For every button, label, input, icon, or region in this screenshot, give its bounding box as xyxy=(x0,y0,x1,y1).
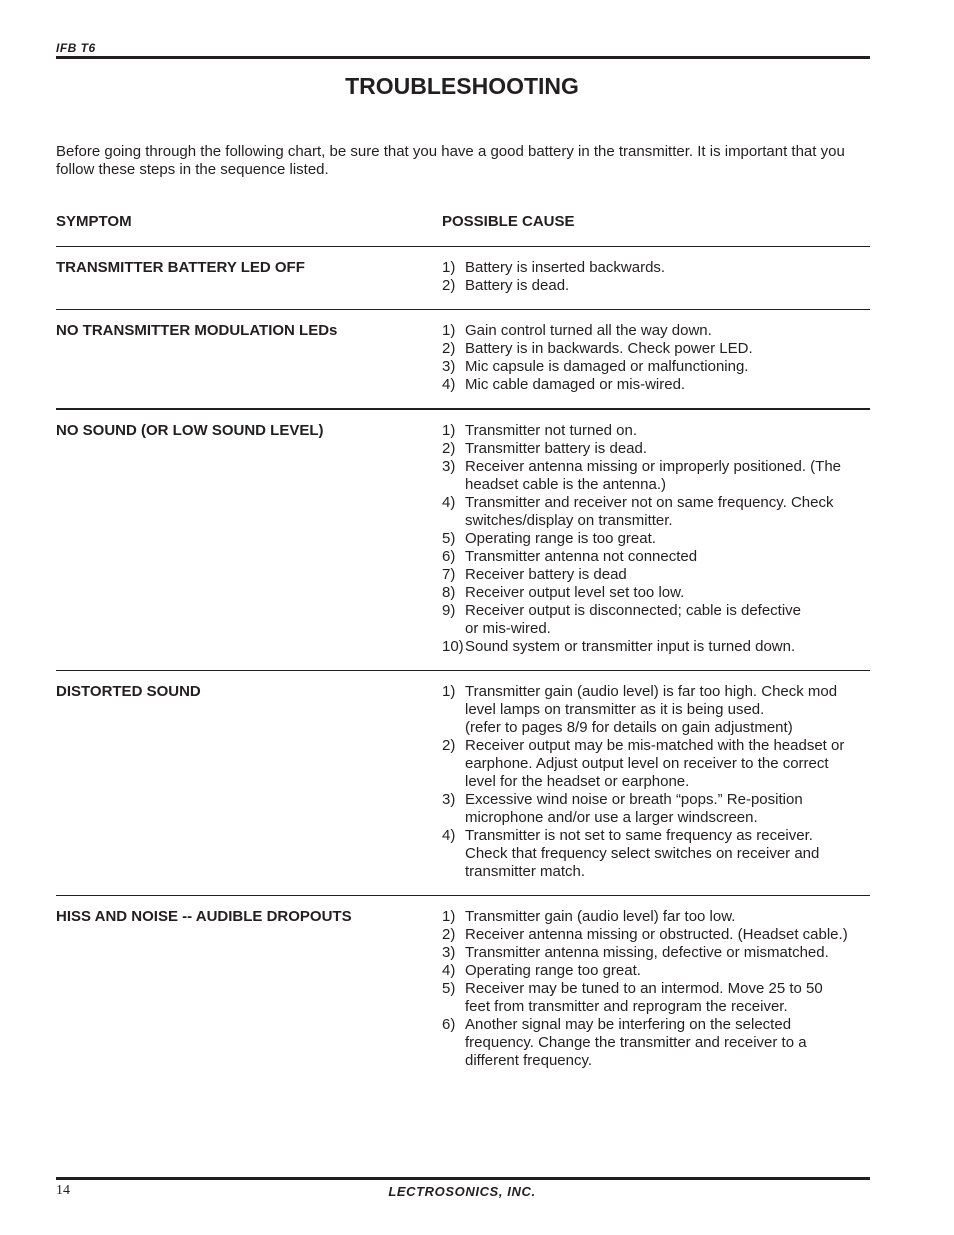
cause-item xyxy=(442,926,870,944)
cause-number: 1) xyxy=(442,422,456,439)
cause-text: Another signal may be interfering on the selected frequency. Change the transmitter and receiver to a different frequency. xyxy=(465,1016,807,1069)
cause-item xyxy=(442,791,870,827)
cause-number: 8) xyxy=(442,584,456,601)
cause-number: 2) xyxy=(442,737,456,754)
cause-text: Transmitter battery is dead. xyxy=(465,440,648,457)
cause-number: 4) xyxy=(442,376,456,393)
cause-item xyxy=(442,277,870,295)
cause-item xyxy=(442,602,870,638)
cause-item xyxy=(442,1016,870,1070)
cause-number: 1) xyxy=(442,908,456,925)
cause-list xyxy=(442,322,870,394)
cause-text: Excessive wind noise or breath “pops.” Re-position microphone and/or use a larger windscreen. xyxy=(465,791,803,826)
cause-text: Battery is dead. xyxy=(465,277,570,294)
cause-number: 2) xyxy=(442,926,456,943)
cause-number: 6) xyxy=(442,1016,456,1033)
intro-paragraph: Before going through the following chart, be sure that you have a good battery in the transmitter. It is important that you follow these steps in the sequence listed. xyxy=(56,143,845,178)
cause-number: 5) xyxy=(442,530,456,547)
symptom-column-heading: SYMPTOM xyxy=(56,213,132,230)
cause-number: 6) xyxy=(442,548,456,565)
cause-number: 4) xyxy=(442,827,456,844)
cause-text: Transmitter gain (audio level) far too low. xyxy=(465,908,736,925)
cause-item xyxy=(442,638,870,656)
cause-text: Mic capsule is damaged or malfunctioning. xyxy=(465,358,749,375)
cause-text: Receiver may be tuned to an intermod. Move 25 to 50 feet from transmitter and reprogram the receiver. xyxy=(465,980,823,1015)
cause-number: 3) xyxy=(442,358,456,375)
cause-number: 7) xyxy=(442,566,456,583)
cause-text: Operating range is too great. xyxy=(465,530,656,547)
cause-item xyxy=(442,548,870,566)
cause-number: 1) xyxy=(442,259,456,276)
cause-number: 4) xyxy=(442,494,456,511)
cause-number: 1) xyxy=(442,683,456,700)
cause-item xyxy=(442,944,870,962)
table-row xyxy=(56,246,870,309)
cause-item xyxy=(442,494,870,530)
document-header-label: IFB T6 xyxy=(56,41,96,55)
cause-item xyxy=(442,322,870,340)
cause-list xyxy=(442,908,870,1070)
cause-list xyxy=(442,683,870,881)
cause-item xyxy=(442,458,870,494)
page-number: 14 xyxy=(56,1183,70,1198)
cause-text: Gain control turned all the way down. xyxy=(465,322,712,339)
troubleshooting-table xyxy=(56,246,870,1084)
footer-company-name: LECTROSONICS, INC. xyxy=(388,1184,536,1199)
cause-number: 9) xyxy=(442,602,456,619)
cause-item xyxy=(442,422,870,440)
cause-number: 5) xyxy=(442,980,456,997)
cause-item xyxy=(442,980,870,1016)
cause-number: 2) xyxy=(442,340,456,357)
cause-text: Mic cable damaged or mis-wired. xyxy=(465,376,686,393)
cause-text: Transmitter is not set to same frequency as receiver. Check that frequency select switches on receiver and transmitter match. xyxy=(465,827,820,880)
cause-text: Transmitter and receiver not on same frequency. Check switches/display on transmitter. xyxy=(465,494,834,529)
cause-text: Transmitter antenna missing, defective or mismatched. xyxy=(465,944,829,961)
cause-item xyxy=(442,737,870,791)
cause-number: 10) xyxy=(442,638,464,655)
cause-text: Transmitter not turned on. xyxy=(465,422,638,439)
symptom-label: NO SOUND (OR LOW SOUND LEVEL) xyxy=(56,422,324,439)
cause-text: Sound system or transmitter input is turned down. xyxy=(465,638,796,655)
cause-text: Transmitter gain (audio level) is far too high. Check mod level lamps on transmitter as it is being used. (refer to pages 8/9 for details on gain adjustment) xyxy=(465,683,838,736)
footer-rule xyxy=(56,1177,870,1180)
cause-number: 3) xyxy=(442,458,456,475)
cause-number: 1) xyxy=(442,322,456,339)
symptom-label: NO TRANSMITTER MODULATION LEDs xyxy=(56,322,338,339)
cause-text: Battery is inserted backwards. xyxy=(465,259,666,276)
table-row xyxy=(56,309,870,408)
symptom-label: HISS AND NOISE -- AUDIBLE DROPOUTS xyxy=(56,908,352,925)
cause-item xyxy=(442,376,870,394)
page-title: TROUBLESHOOTING xyxy=(345,73,579,99)
cause-text: Operating range too great. xyxy=(465,962,641,979)
cause-text: Receiver output is disconnected; cable is defective or mis-wired. xyxy=(465,602,802,637)
symptom-label: TRANSMITTER BATTERY LED OFF xyxy=(56,259,305,276)
cause-item xyxy=(442,259,870,277)
table-row xyxy=(56,895,870,1084)
cause-item xyxy=(442,340,870,358)
cause-number: 2) xyxy=(442,440,456,457)
cause-text: Receiver antenna missing or obstructed. (Headset cable.) xyxy=(465,926,848,943)
header-rule xyxy=(56,56,870,59)
cause-text: Transmitter antenna not connected xyxy=(465,548,698,565)
table-row xyxy=(56,670,870,895)
cause-list xyxy=(442,259,870,295)
cause-number: 4) xyxy=(442,962,456,979)
cause-number: 2) xyxy=(442,277,456,294)
symptom-label: DISTORTED SOUND xyxy=(56,683,201,700)
cause-text: Receiver output may be mis-matched with the headset or earphone. Adjust output level on receiver to the correct level for the headset or earphone. xyxy=(465,737,845,790)
cause-item xyxy=(442,827,870,881)
cause-column-heading: POSSIBLE CAUSE xyxy=(442,213,575,230)
cause-item xyxy=(442,683,870,737)
cause-text: Battery is in backwards. Check power LED. xyxy=(465,340,753,357)
cause-list xyxy=(442,422,870,656)
cause-text: Receiver battery is dead xyxy=(465,566,627,583)
table-row xyxy=(56,408,870,670)
cause-item xyxy=(442,584,870,602)
cause-item xyxy=(442,358,870,376)
cause-number: 3) xyxy=(442,791,456,808)
cause-item xyxy=(442,908,870,926)
cause-item xyxy=(442,566,870,584)
cause-text: Receiver output level set too low. xyxy=(465,584,685,601)
cause-item xyxy=(442,440,870,458)
cause-text: Receiver antenna missing or improperly positioned. (The headset cable is the antenna.) xyxy=(465,458,842,493)
cause-item xyxy=(442,962,870,980)
cause-number: 3) xyxy=(442,944,456,961)
cause-item xyxy=(442,530,870,548)
